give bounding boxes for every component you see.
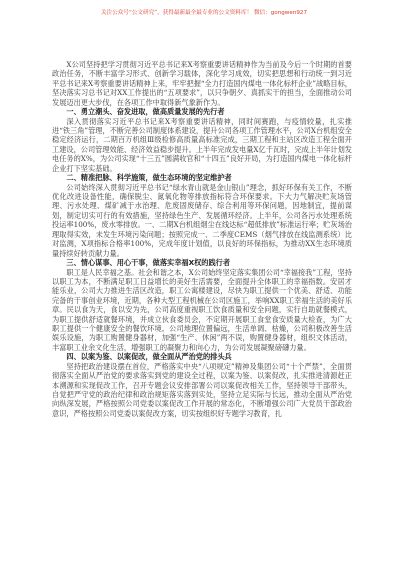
document-paragraph: 公司始终深入贯彻习近平总书记“绿水青山就是金山银山”理念，抓好环保有关工作，不断优化改进设备性能，确保脱尘、氮氧化物等排放指标符合环保要求。下大力气解决贮灰场管理、污水处理、煤矿减于水治理、危废固废储存、综合利用等环保问题，因地制宜，提前谋划，制定切实可行的有效措施，坚持绿色生产、发展循环经济。上半年，公司各污水处理系统投运率100%，废水零排放。一、二期X台机组烟尘在线达标“超低排放”标准运行率；贮灰场治理取得实效，未发生环境污染问题；按照完成一、二季度CEMS（烟气排放在线监测系统）比对监测，X项指标合格率100%，完成年度计划值，以良好的环保指标，为推动XX生态环境质量持续好转贡献力量。 [52,182,352,258]
document-body [52,60,352,560]
document-paragraph: 深入贯彻落实习近平总书记来X考察重要讲话精神，同时间赛跑，与疫情较量，扎实推进“铁三角”管理，不断完善公司制度体系建设，提升公司各项工作管理水平，公司X台机组安全稳定经济运行，二期百万机组Ⅲ级检修高质量高标准完成，三期工程和主站区改造工程全面开工建设，公司管理效能、经济效益稳步提升。上半年完成发电量X亿千瓦时，完成上半年计划发电任务的X%，为公司实现“十三五”圆满收官和“十四五”良好开局，为打造国内煤电一体化标杆企业打下坚实基础。 [52,116,352,173]
document-paragraph: 坚持把政治建设摆在首位，严格落实中央“八项规定”精神及集团公司“十个严禁”，全面贯彻落实全面从严治党的要求落实到党的建设全过程，以案为鉴、以案促改，扎实推进清源赶正本溯源和实现促改工作，召开专题会议安排部署公司以案促改相关工作，坚持领导干部带头，自觉把严守党的政治纪律和政治规矩落实落到实处，坚持立足实际与长远，推动全面从严治党向纵深发展，严格按照公司党委以案促改工作开展的常态化，不断增强公司广大党员干部政治意识，严格按照公司党委以案促改方案，切实按组织好专题学习教育，扎 [52,361,352,418]
document-paragraph: X公司坚持把学习贯彻习近平总书记来X考察重要讲话精神作为当前及今后一个时期的首要政治任务，不断丰富学习形式、创新学习载体，深化学习成效，切实把思想和行动统一到习近平总书记来X考察重要讲话精神上来，牢牢把握“全力打造国内煤电一体化标杆企业”战略目标，坚决落实习总书记对XX工作提出的“五项要求”，以只争朝夕、真抓实干的担当，全面推动公司发展迈出更大步伐，在各项工作中取得新气象新作为。 [52,60,352,107]
section-heading: 一、勇立潮头、奋发进取，做高质量发展的先行者 [66,107,225,117]
section-heading: 四、以案为鉴、以案促改，做全面从严治党的排头兵 [66,352,232,362]
section-heading: 二、精准把脉、科学施策，做生态环境的坚定维护者 [66,173,232,183]
banner-line-1: 关注公众号“公文研究”，获得最新最全最专业的公文资料库！ 微信：gongwen927 [100,10,308,16]
promo-banner[interactable] [36,9,372,27]
section-heading: 三、情心谋事、用心干事，做落实幸福X权的践行者 [66,257,231,267]
document-paragraph: 职工是人民幸福之基。社会和谐之本，X公司始终坚定落实集团公司“幸福接我”工程，坚持以职工为本，不断满足职工日益增长的美好生活需要，全面提升全体职工的幸福指数。安居才能乐业，公司大力推进生活区改造，职工公寓楼建设，尽快为职工提供一个优美、舒适、功能完备的干事创业环境，近期，各种大型工程机械在公司区施工，举响XX职工幸福生活的美好乐章。民以食为天，食以安为先，公司高度重视职工饮食质量和安全问题，实行自助就餐模式，为职工提供舒适就餐环境，并成立伙食委员会，不定期开展职工食堂食安质量大检查，为广大职工提供一个健康安全的餐饮环境。公司地理位置偏远，生活单调、枯燥，公司积极改善生活娱乐设施，为职工购置健身器材，加强“生产、休闲”两不误，购置健身器材，组织文体活动，丰富职工业余文化生活，增强职工的凝聚力和向心力，为公司发展凝聚磅礴力量。 [52,267,352,352]
